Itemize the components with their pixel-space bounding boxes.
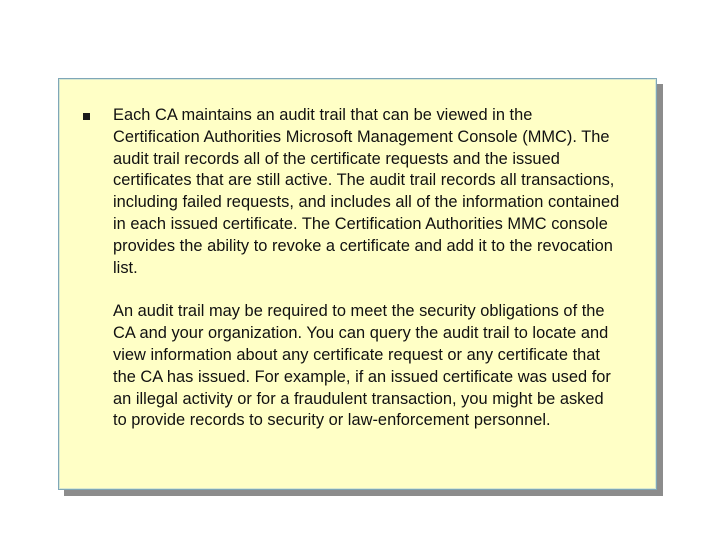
note-box <box>58 78 657 490</box>
paragraph-audit-trail: Each CA maintains an audit trail that can be viewed in the Certification Authorities Microsoft Management Console (MMC). The audit trail records all of the certificate requests and the issued certificates that are still active. The audit trail records all transactions, including failed requests, and includes all of the information contained in each issued certificate. The Certification Authorities MMC console provides the ability to revoke a certificate and add it to the revocation list. <box>113 106 620 277</box>
bullet-text <box>113 105 673 432</box>
paragraph-security-obligations: An audit trail may be required to meet the security obligations of the CA and your organization. You can query the audit trail to locate and view information about any certificate request or any certificate that the CA has issued. For example, if an issued certificate was used for an illegal activity or for a fraudulent transaction, you might be asked to provide records to security or law-enforcement personnel. <box>113 302 611 430</box>
square-bullet-icon <box>83 113 90 120</box>
